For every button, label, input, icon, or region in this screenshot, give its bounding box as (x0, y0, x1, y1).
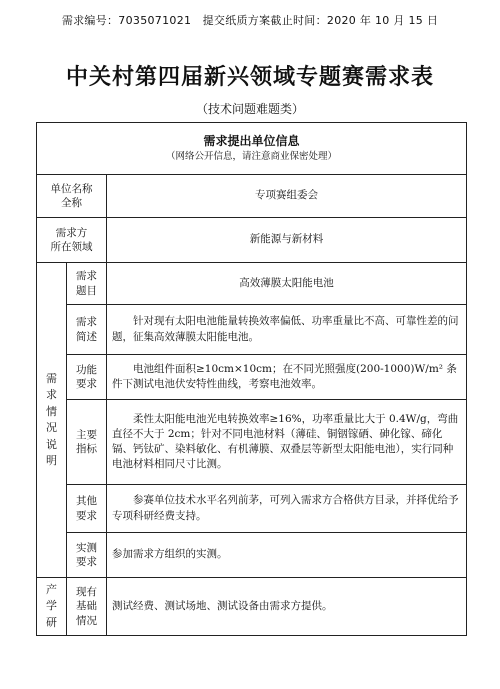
unit-label: 单位名称 全称 (37, 175, 107, 218)
section-title: 需求提出单位信息 (203, 133, 300, 148)
indicator-row (37, 400, 467, 485)
iur-label: 现有 基础 情况 (67, 578, 107, 636)
function-label: 功能 要求 (67, 355, 107, 400)
unit-value: 专项赛组委会 (107, 175, 467, 218)
topic-label: 需求 题目 (67, 263, 107, 305)
test-value: 参加需求方组织的实测。 (107, 533, 467, 578)
topic-row (37, 263, 467, 305)
function-value: 电池组件面积≥10cm×10cm；在不同光照强度(200-1000)W/m² 条件下测试电池伏安特性曲线，考察电池效率。 (107, 355, 467, 400)
page-subtitle: （技术问题难题类） (195, 102, 304, 116)
test-label: 实测 要求 (67, 533, 107, 578)
field-row (37, 218, 467, 263)
iur-row (37, 578, 467, 636)
other-value: 参赛单位技术水平名列前茅，可列入需求方合格供方目录，并择优给予专项科研经费支持。 (107, 485, 467, 533)
group-label: 需 求 情 况 说 明 (37, 263, 67, 578)
topic-value: 高效薄膜太阳能电池 (107, 263, 467, 305)
iur-value: 测试经费、测试场地、测试设备由需求方提供。 (107, 578, 467, 636)
requirement-table (36, 122, 467, 636)
iur-group-label: 产 学 研 (37, 578, 67, 636)
field-label: 需求方 所在领域 (37, 218, 107, 263)
page-title: 中关村第四届新兴领域专题赛需求表 (65, 65, 434, 90)
unit-row (37, 175, 467, 218)
section-header-row (37, 123, 467, 175)
header-meta: 需求编号：7035071021 提交纸质方案截止时间：2020 年 10 月 15 日 (61, 14, 439, 27)
field-value: 新能源与新材料 (107, 218, 467, 263)
brief-row (37, 305, 467, 355)
section-note: （网络公开信息，请注意商业保密处理） (165, 151, 337, 163)
function-row (37, 355, 467, 400)
test-row (37, 533, 467, 578)
other-row (37, 485, 467, 533)
other-label: 其他 要求 (67, 485, 107, 533)
brief-value: 针对现有太阳电池能量转换效率偏低、功率重量比不高、可靠性差的问题，征集高效薄膜太阳能电池。 (107, 305, 467, 355)
indicator-value: 柔性太阳能电池光电转换效率≥16%，功率重量比大于 0.4W/g，弯曲直径不大于 2cm；针对不同电池材料（薄硅、铜铟镓硒、砷化镓、碲化镉、钙钛矿、染料敏化、有机薄膜、双叠层等新型太阳能电池），实行同种电池材料相同尺寸比测。 (107, 400, 467, 485)
indicator-label: 主要 指标 (67, 400, 107, 485)
brief-label: 需求 简述 (67, 305, 107, 355)
